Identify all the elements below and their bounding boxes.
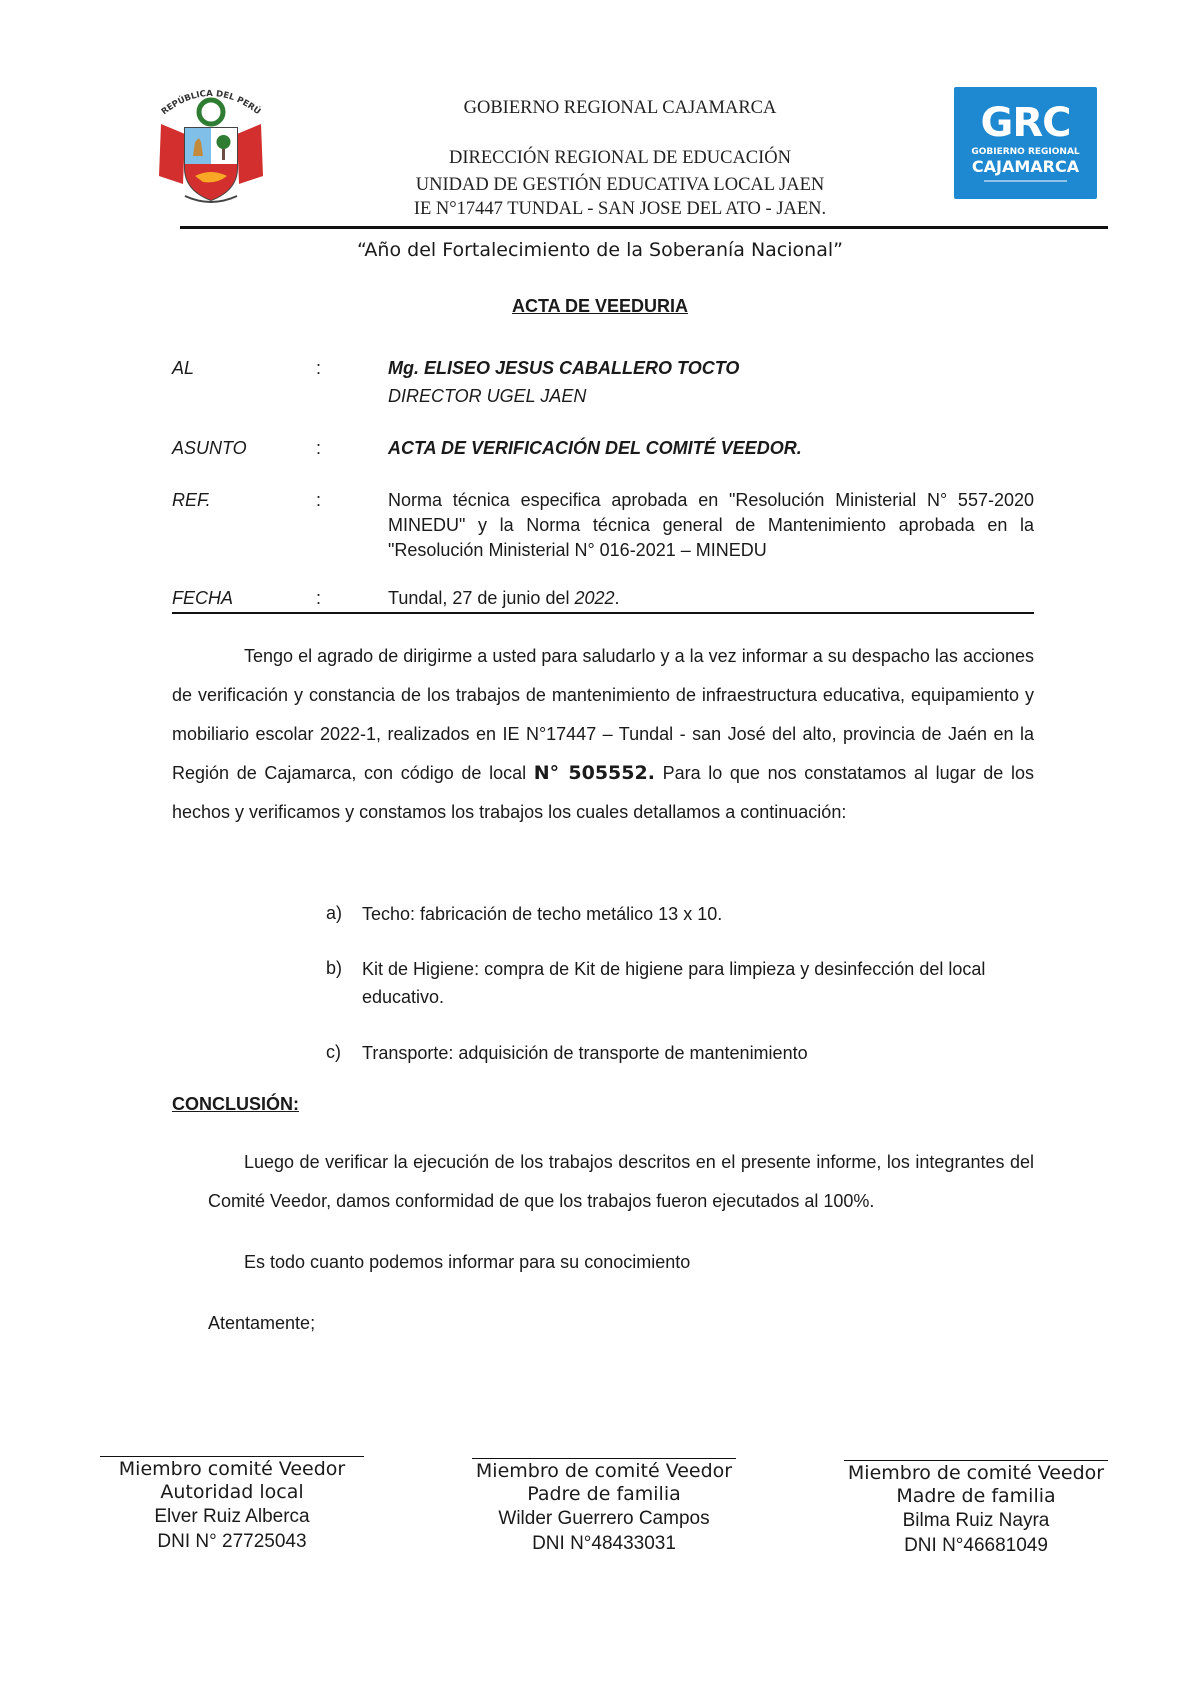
signature-role-detail: Autoridad local — [160, 1481, 304, 1503]
grc-logo-tagline-bar — [984, 180, 1067, 182]
signature-block-1 — [72, 1458, 392, 1554]
list-item-letter-b: b) — [326, 958, 343, 978]
field-label-asunto: ASUNTO — [172, 438, 247, 458]
date-value — [388, 586, 620, 610]
svg-text:REPÚBLICA DEL PERÚ — [160, 89, 264, 117]
signature-name: Wilder Guerrero Campos — [498, 1508, 710, 1529]
signature-line-3 — [844, 1460, 1108, 1461]
date-year: 2022 — [574, 588, 615, 608]
header-school: IE N°17447 TUNDAL - SAN JOSE DEL ATO - JAEN. — [413, 199, 827, 219]
crest-text: REPÚBLICA DEL PERÚ — [159, 88, 263, 118]
field-colon-asunto: : — [316, 438, 322, 458]
list-item-text-a: Techo: fabricación de techo metálico 13 x 10. — [362, 904, 723, 924]
recipient-name: Mg. ELISEO JESUS CABALLERO TOCTO — [388, 358, 740, 378]
signature-role-detail: Padre de familia — [527, 1483, 681, 1505]
grc-logo-letters: GRC — [980, 100, 1071, 146]
field-colon-al: : — [316, 358, 322, 378]
signature-role: Miembro de comité Veedor — [847, 1462, 1105, 1484]
header-direction: DIRECCIÓN REGIONAL DE EDUCACIÓN — [448, 148, 792, 168]
grc-logo-sub2: CAJAMARCA — [971, 157, 1080, 176]
closing-sentence: Es todo cuanto podemos informar para su conocimiento — [244, 1252, 691, 1272]
recipient-position: DIRECTOR UGEL JAEN — [388, 386, 587, 406]
date-suffix: . — [614, 588, 620, 608]
field-colon-ref: : — [316, 490, 322, 510]
list-item-letter-a: a) — [326, 903, 343, 923]
body-paragraph-part2: Para lo que nos constatamos al lugar de los hechos y verificamos y constamos los trabajos los cuales detallamos a continuación: — [172, 763, 1034, 822]
signature-role: Miembro comité Veedor — [118, 1458, 346, 1480]
signature-block-3 — [816, 1462, 1136, 1558]
field-label-ref: REF. — [172, 490, 211, 510]
local-code: N° 505552. — [533, 762, 655, 784]
date-prefix: Tundal, 27 de junio del — [388, 588, 575, 608]
signature-name: Bilma Ruiz Nayra — [902, 1510, 1050, 1531]
conclusion-text: Luego de verificar la ejecución de los trabajos descritos en el presente informe, los integrantes del Comité Veedor, damos conformidad de que los trabajos fueron ejecutados al 100%. — [208, 1152, 1034, 1211]
signature-dni: DNI N°46681049 — [904, 1535, 1048, 1556]
document-title: ACTA DE VEEDURIA — [511, 296, 688, 316]
fields-divider — [172, 612, 1034, 614]
field-colon-fecha: : — [316, 588, 322, 608]
farewell: Atentamente; — [208, 1313, 316, 1333]
reference-value: Norma técnica especifica aprobada en "Resolución Ministerial N° 557-2020 MINEDU" y la Norma técnica general de Mantenimiento aprobada en la "Resolución Ministerial N° 016-2021 – MINEDU — [388, 490, 1034, 560]
signature-role: Miembro de comité Veedor — [475, 1460, 733, 1482]
conclusion-paragraph — [208, 1143, 1034, 1221]
header-ugel: UNIDAD DE GESTIÓN EDUCATIVA LOCAL JAEN — [415, 175, 825, 195]
signature-dni: DNI N°48433031 — [532, 1533, 676, 1554]
body-paragraph — [172, 637, 1034, 832]
list-item-text-b: Kit de Higiene: compra de Kit de higiene para limpieza y desinfección del local educativo. — [362, 959, 986, 1007]
header-divider — [180, 226, 1108, 229]
list-item-text-c: Transporte: adquisición de transporte de mantenimiento — [362, 1043, 808, 1063]
conclusion-title: CONCLUSIÓN: — [172, 1094, 299, 1114]
list-item-letter-c: c) — [326, 1042, 341, 1062]
grc-logo-sub1: GOBIERNO REGIONAL — [971, 147, 1080, 157]
signature-role-detail: Madre de familia — [896, 1485, 1056, 1507]
year-title: “Año del Fortalecimiento de la Soberanía Nacional” — [357, 239, 843, 261]
signature-name: Elver Ruiz Alberca — [154, 1506, 310, 1527]
header-government: GOBIERNO REGIONAL CAJAMARCA — [463, 98, 777, 118]
field-label-al: AL — [172, 358, 195, 378]
signature-dni: DNI N° 27725043 — [157, 1531, 307, 1552]
body-paragraph-part1: Tengo el agrado de dirigirme a usted para saludarlo y a la vez informar a su despacho las acciones de verificación y constancia de los trabajos de mantenimiento de infraestructura educativa, equipamiento y mobiliario escolar 2022-1, realizados en IE N°17447 – Tundal - san José del alto, provincia de Jaén en la Región de Cajamarca, con código de local — [172, 646, 1034, 783]
peru-coat-of-arms-logo — [155, 84, 267, 208]
subject-value: ACTA DE VERIFICACIÓN DEL COMITÉ VEEDOR. — [388, 438, 802, 458]
signature-line-2 — [472, 1458, 736, 1459]
grc-logo — [954, 87, 1097, 199]
signature-block-2 — [444, 1460, 764, 1556]
field-label-fecha: FECHA — [172, 588, 234, 608]
signature-line-1 — [100, 1456, 364, 1457]
